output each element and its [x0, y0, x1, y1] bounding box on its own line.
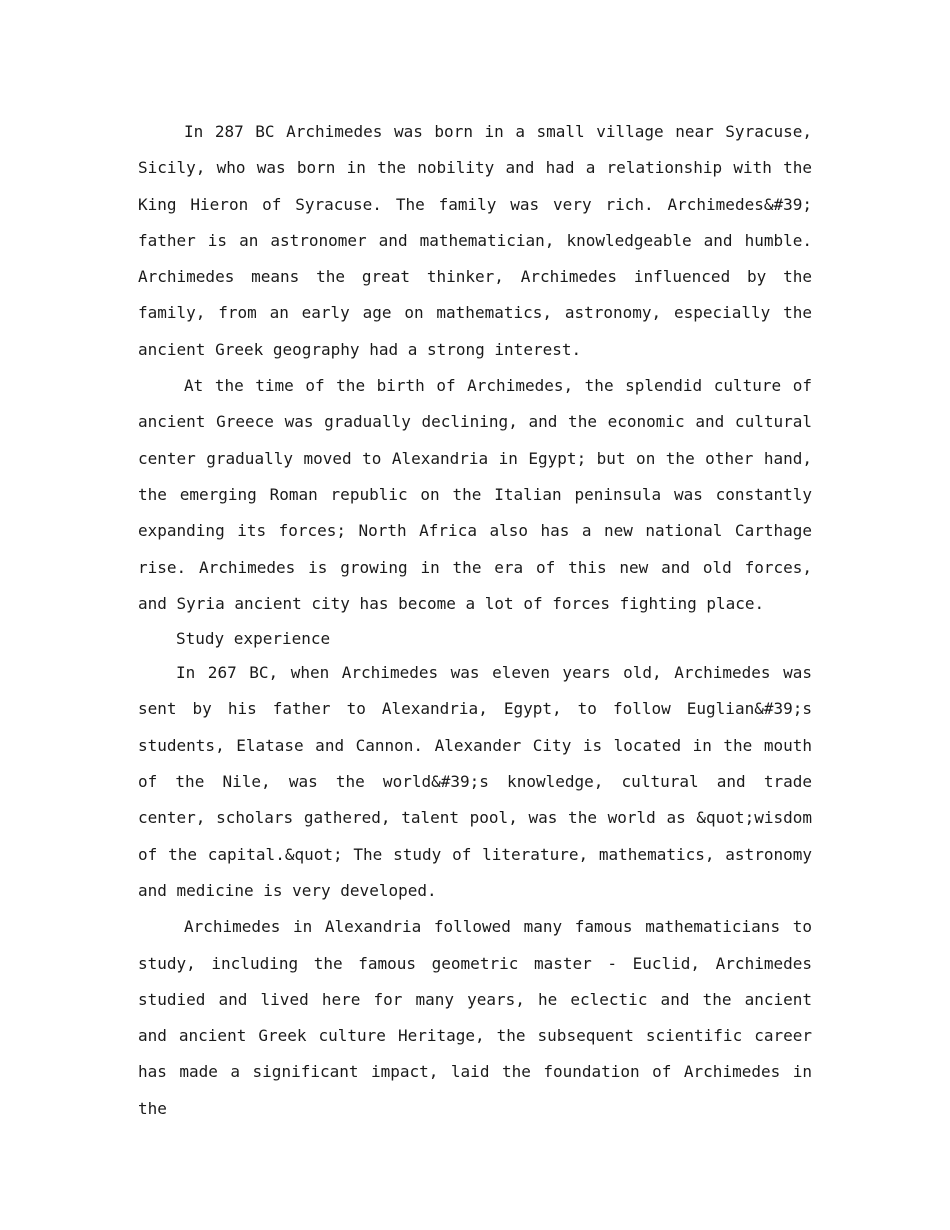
- paragraph-historical-context: At the time of the birth of Archimedes, the splendid culture of ancient Greece was gradually declining, and the economic and cultural center gradually moved to Alexandria in Egypt; but on the other hand, the emerging Roman republic on the Italian peninsula was constantly expanding its forces; North Africa also has a new national Carthage rise. Archimedes is growing in the era of this new and old forces, and Syria ancient city has become a lot of forces fighting place.: [138, 376, 812, 613]
- text-column: [138, 114, 812, 1127]
- paragraph-birth: In 287 BC Archimedes was born in a small village near Syracuse, Sicily, who was born in the nobility and had a relationship with the King Hieron of Syracuse. The family was very rich. Archimedes&#39; father is an astronomer and mathematician, knowledgeable and humble. Archimedes means the great thinker, Archimedes influenced by the family, from an early age on mathematics, astronomy, especially the ancient Greek geography had a strong interest.: [138, 122, 812, 359]
- section-heading-study-experience: Study experience: [176, 629, 331, 649]
- paragraph-alexandria: In 267 BC, when Archimedes was eleven years old, Archimedes was sent by his father to Alexandria, Egypt, to follow Euglian&#39;s students, Elatase and Cannon. Alexander City is located in the mouth of the Nile, was the world&#39;s knowledge, cultural and trade center, scholars gathered, talent pool, was the world as &quot;wisdom of the capital.&quot; The study of literature, mathematics, astronomy and medicine is very developed.: [138, 663, 812, 900]
- paragraph-mathematicians: Archimedes in Alexandria followed many famous mathematicians to study, including the famous geometric master - Euclid, Archimedes studied and lived here for many years, he eclectic and the ancient and ancient Greek culture Heritage, the subsequent scientific career has made a significant impact, laid the foundation of Archimedes in the: [138, 917, 812, 1118]
